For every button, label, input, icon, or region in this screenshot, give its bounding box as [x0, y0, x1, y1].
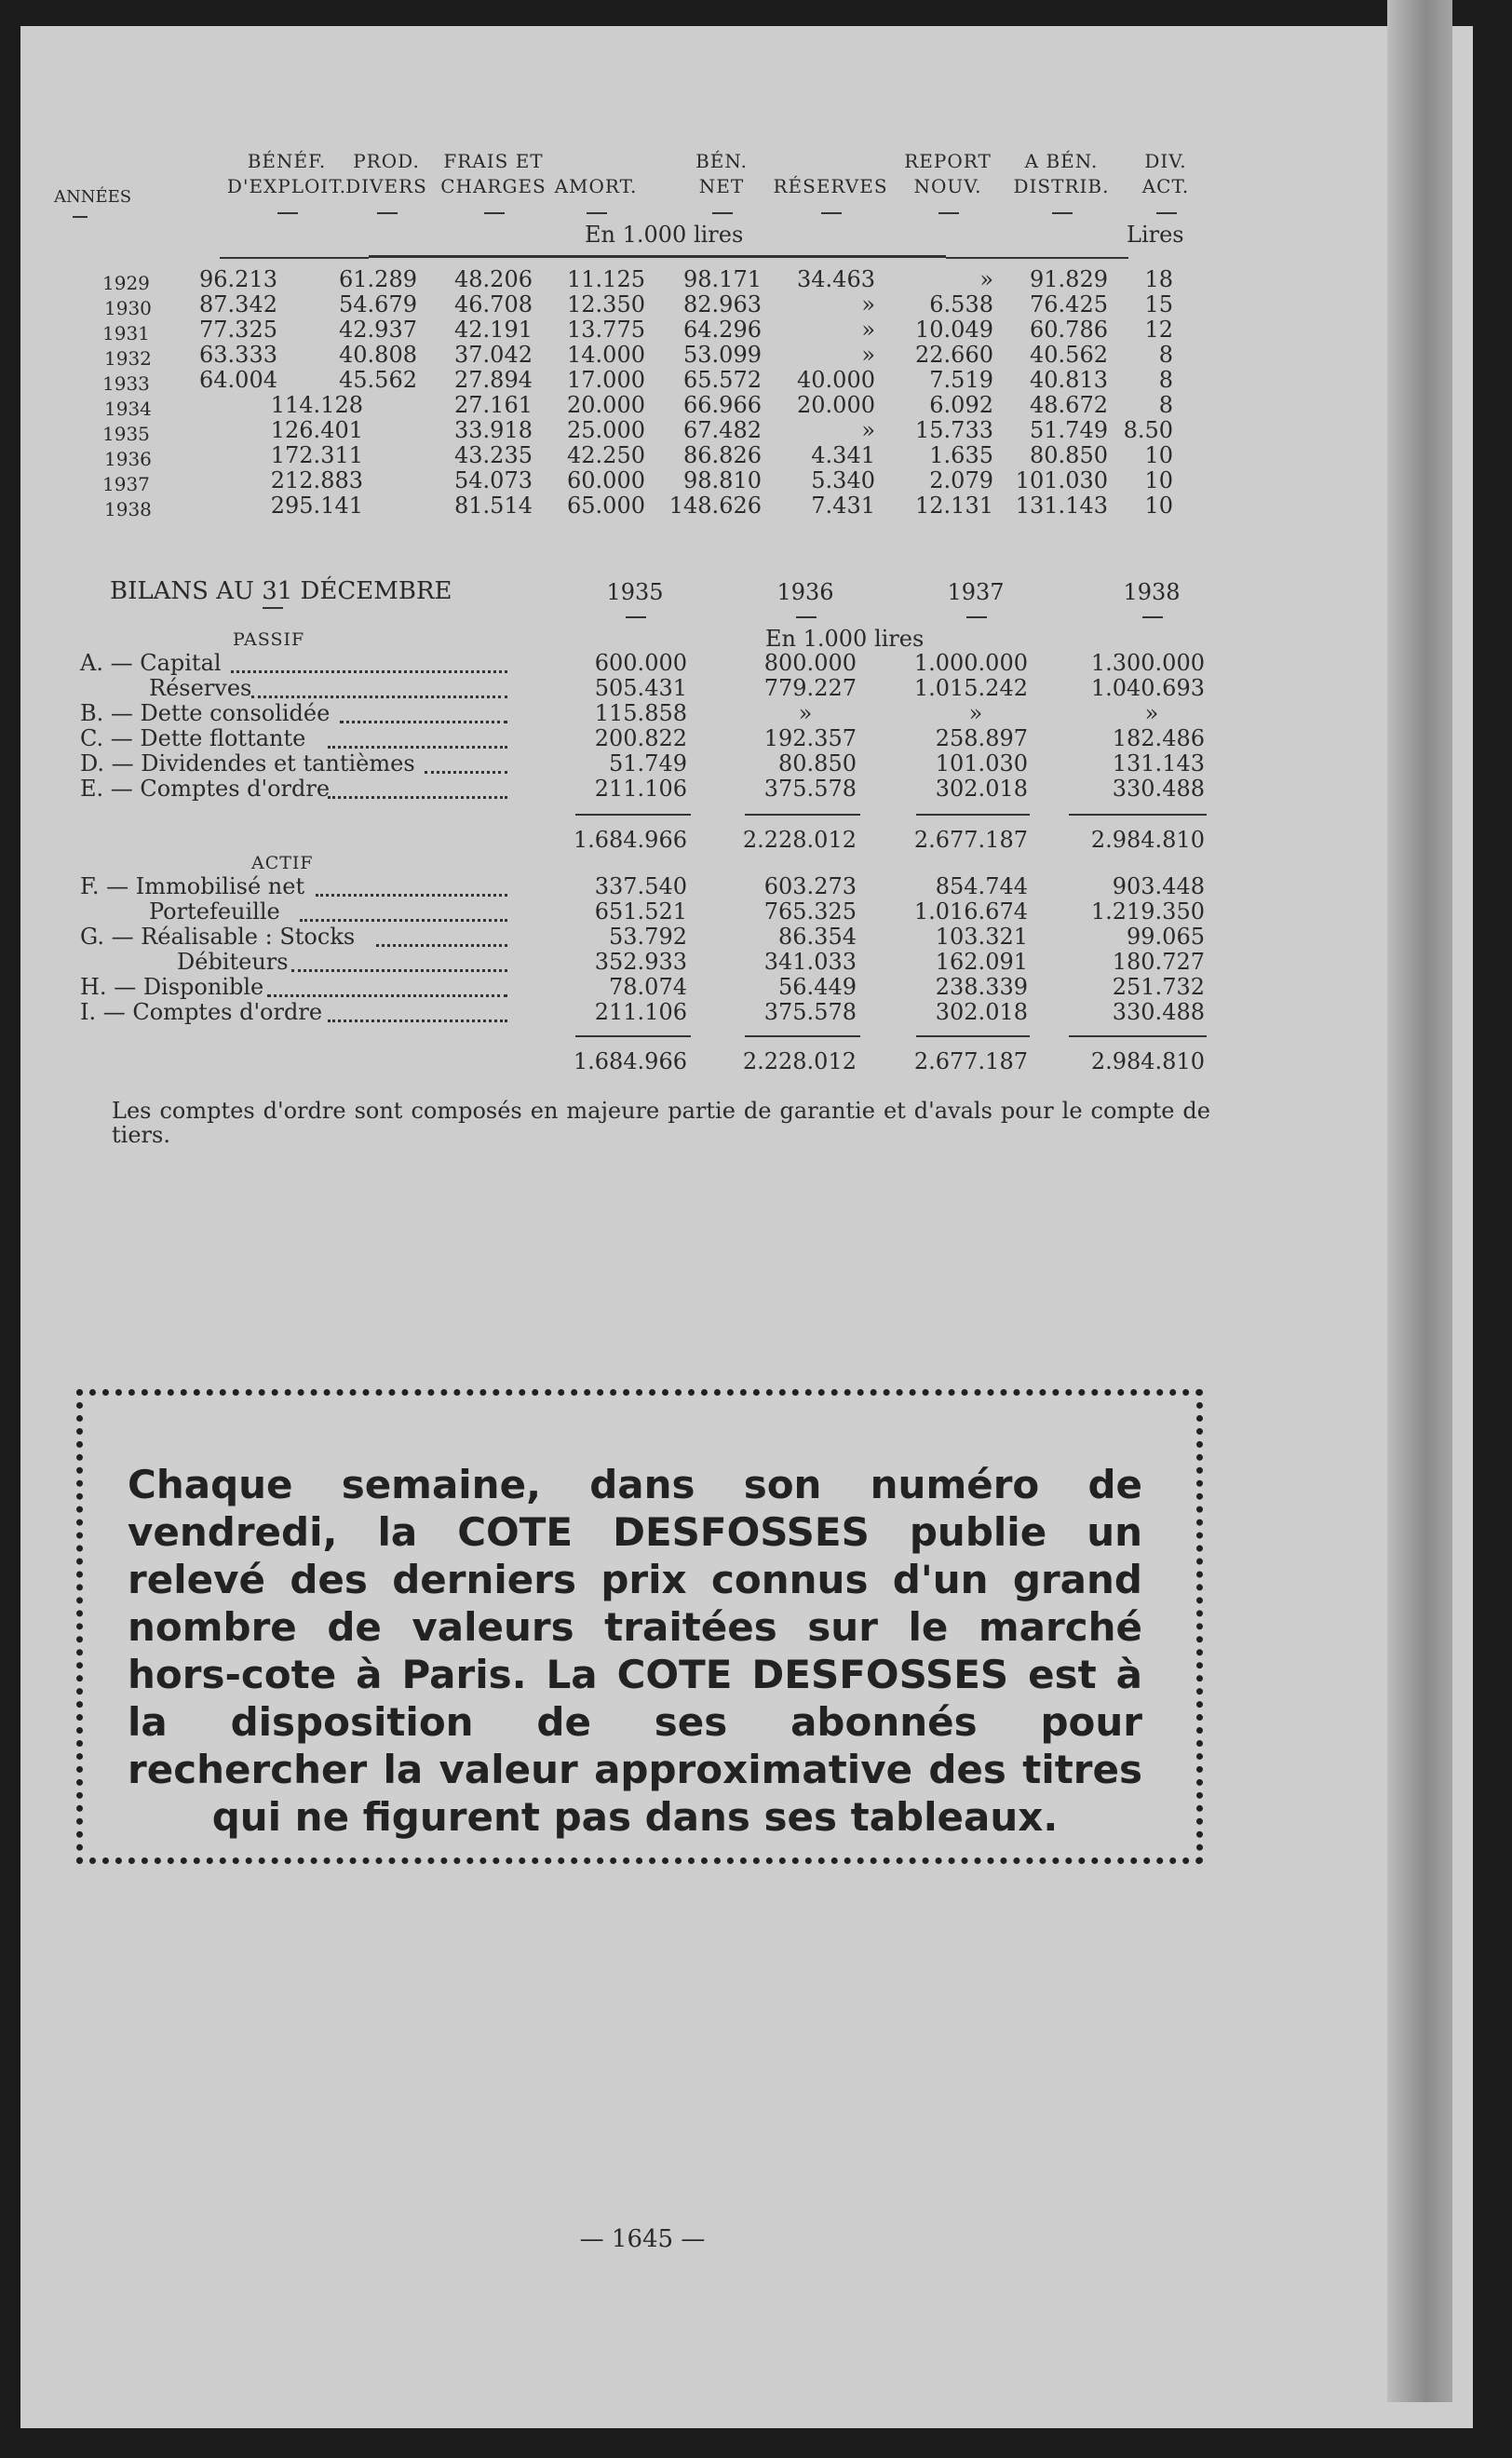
balance-value: 99.065: [1127, 924, 1205, 950]
balance-value: 80.850: [778, 750, 857, 777]
table-cell: 12: [1144, 317, 1173, 343]
balance-year-header: 1938: [1123, 579, 1181, 605]
advert-box: [76, 1389, 1203, 1864]
table-cell: 20.000: [567, 392, 645, 418]
balance-value: 765.325: [763, 898, 857, 925]
line-label: Débiteurs: [177, 949, 289, 975]
row-year: 1936: [104, 448, 152, 470]
table-cell: 27.161: [454, 392, 533, 418]
balance-value: 51.749: [609, 750, 687, 777]
balance-value: 1.040.693: [1090, 675, 1205, 701]
unit-note-right: Lires: [1127, 222, 1184, 248]
balance-value: 800.000: [763, 650, 857, 676]
table-cell: »: [861, 342, 875, 368]
header-dash: [484, 212, 505, 214]
balance-value: 505.431: [594, 675, 687, 701]
balance-value: 182.486: [1112, 725, 1205, 751]
title-dash: [263, 607, 283, 609]
table-cell: 8.50: [1123, 417, 1173, 443]
line-label: E. — Comptes d'ordre: [80, 776, 331, 802]
table-cell: 10: [1144, 493, 1173, 519]
table-cell: 48.206: [454, 266, 533, 292]
column-header-line2: ACT.: [1141, 175, 1190, 197]
header-dash: [712, 212, 733, 214]
advert-text: Chaque semaine, dans son numéro de vendredi, la COTE DESFOSSES publie un relevé des derniers prix connus d'un grand nombre de valeurs traitées sur le marché hors-cote à Paris. La COTE DESFOSSES est à la disposition de ses abonnés pour rechercher la valeur approximative des titres qui ne figurent pas dans ses tableaux.: [128, 1462, 1142, 1840]
balance-value: »: [968, 700, 983, 726]
table-cell: 64.004: [199, 367, 277, 393]
table-cell: 8: [1158, 367, 1173, 393]
table-cell: 98.810: [683, 467, 762, 493]
table-cell: 114.128: [270, 392, 363, 418]
row-year: 1938: [104, 498, 152, 520]
table-cell: »: [861, 417, 875, 443]
row-year: 1937: [102, 473, 150, 495]
column-header-line1: A BÉN.: [1024, 150, 1099, 172]
subtotal-rule: [575, 814, 691, 816]
passif-total: 2.677.187: [913, 827, 1028, 853]
table-cell: 8: [1158, 392, 1173, 418]
table-cell: 86.826: [683, 442, 762, 468]
line-label: H. — Disponible: [80, 974, 264, 1000]
column-header-line2: NOUV.: [913, 175, 982, 197]
column-header-line1: REPORT: [904, 150, 992, 172]
balance-value: 180.727: [1112, 949, 1205, 975]
table-rule: [946, 257, 1128, 259]
balance-value: 600.000: [594, 650, 687, 676]
balance-value: 330.488: [1112, 776, 1205, 802]
header-dash: [966, 616, 987, 618]
leader-dots: [316, 892, 507, 897]
balance-value: 337.540: [594, 873, 687, 899]
table-cell: 91.829: [1030, 266, 1108, 292]
actif-label: ACTIF: [251, 853, 314, 873]
table-cell: 18: [1144, 266, 1173, 292]
table-cell: 7.431: [811, 493, 875, 519]
table-cell: 40.562: [1030, 342, 1108, 368]
table-cell: 40.813: [1030, 367, 1108, 393]
balance-value: 103.321: [935, 924, 1028, 950]
table-cell: 34.463: [797, 266, 875, 292]
table-rule: [369, 255, 946, 258]
header-dash: [626, 616, 646, 618]
balance-value: 162.091: [935, 949, 1028, 975]
table-cell: 53.099: [683, 342, 762, 368]
table-cell: 11.125: [567, 266, 645, 292]
table-cell: 172.311: [270, 442, 363, 468]
balance-value: 903.448: [1112, 873, 1205, 899]
balance-value: 302.018: [935, 999, 1028, 1025]
passif-total: 1.684.966: [573, 827, 687, 853]
unit-note: En 1.000 lires: [585, 222, 744, 248]
balance-value: 1.000.000: [913, 650, 1028, 676]
table-cell: 6.092: [929, 392, 993, 418]
balance-value: 375.578: [763, 776, 857, 802]
table-cell: 25.000: [567, 417, 645, 443]
table-cell: 10.049: [915, 317, 993, 343]
column-header-line2: CHARGES: [440, 175, 547, 197]
table-cell: 82.963: [683, 291, 762, 317]
table-cell: 131.143: [1015, 493, 1108, 519]
table-cell: 4.341: [811, 442, 875, 468]
subtotal-rule: [575, 1035, 691, 1037]
balance-value: 302.018: [935, 776, 1028, 802]
balance-value: 258.897: [935, 725, 1028, 751]
table-cell: 67.482: [683, 417, 762, 443]
table-cell: 5.340: [811, 467, 875, 493]
leader-dots: [328, 794, 507, 799]
leader-dots: [291, 967, 507, 972]
table-cell: 76.425: [1030, 291, 1108, 317]
row-year: 1931: [102, 322, 150, 344]
balance-value: 131.143: [1112, 750, 1205, 777]
column-header-line1: DIV.: [1144, 150, 1187, 172]
header-dash: [587, 212, 607, 214]
line-label: G. — Réalisable : Stocks: [80, 924, 356, 950]
table-cell: 27.894: [454, 367, 533, 393]
balance-year-header: 1936: [776, 579, 834, 605]
balance-value: 854.744: [935, 873, 1028, 899]
table-cell: 60.786: [1030, 317, 1108, 343]
table-cell: 10: [1144, 442, 1173, 468]
balance-value: 53.792: [609, 924, 687, 950]
balance-value: 211.106: [594, 776, 687, 802]
balance-value: 603.273: [763, 873, 857, 899]
table-cell: 51.749: [1030, 417, 1108, 443]
header-dash: [938, 212, 959, 214]
column-header-line2: AMORT.: [554, 175, 638, 197]
subtotal-rule: [1069, 1035, 1207, 1037]
table-cell: 65.572: [683, 367, 762, 393]
line-label: Portefeuille: [149, 898, 280, 925]
table-cell: 13.775: [567, 317, 645, 343]
actif-total: 2.228.012: [742, 1048, 857, 1074]
balance-year-header: 1935: [606, 579, 664, 605]
table-cell: 37.042: [454, 342, 533, 368]
table-cell: 212.883: [270, 467, 363, 493]
column-header-line1: FRAIS ET: [443, 150, 544, 172]
column-header-line1: PROD.: [353, 150, 420, 172]
leader-dots: [425, 769, 507, 774]
balance-value: 341.033: [763, 949, 857, 975]
balance-value: 211.106: [594, 999, 687, 1025]
column-header-line2: D'EXPLOIT.: [226, 175, 347, 197]
table-cell: 87.342: [199, 291, 277, 317]
table-cell: 15.733: [915, 417, 993, 443]
table-cell: 295.141: [270, 493, 363, 519]
row-year: 1930: [104, 297, 152, 319]
subtotal-rule: [916, 1035, 1030, 1037]
balance-value: 1.300.000: [1090, 650, 1205, 676]
table-cell: 6.538: [929, 291, 993, 317]
balance-value: 192.357: [763, 725, 857, 751]
table-cell: 40.000: [797, 367, 875, 393]
subtotal-rule: [745, 1035, 860, 1037]
balance-value: 375.578: [763, 999, 857, 1025]
table-cell: 54.073: [454, 467, 533, 493]
leader-dots: [328, 744, 507, 749]
balance-value: 779.227: [763, 675, 857, 701]
table-cell: »: [861, 317, 875, 343]
balance-value: 101.030: [935, 750, 1028, 777]
balance-value: 1.219.350: [1090, 898, 1205, 925]
table-cell: 66.966: [683, 392, 762, 418]
table-cell: 126.401: [270, 417, 363, 443]
leader-dots: [340, 719, 507, 723]
header-dash: [821, 212, 842, 214]
actif-total: 2.984.810: [1090, 1048, 1205, 1074]
passif-total: 2.228.012: [742, 827, 857, 853]
line-label: I. — Comptes d'ordre: [80, 999, 323, 1025]
table-cell: 12.131: [915, 493, 993, 519]
balance-value: 330.488: [1112, 999, 1205, 1025]
actif-total: 1.684.966: [573, 1048, 687, 1074]
table-cell: 1.635: [929, 442, 993, 468]
header-dash: [796, 616, 817, 618]
leader-dots: [251, 694, 507, 698]
table-cell: 10: [1144, 467, 1173, 493]
subtotal-rule: [1069, 814, 1207, 816]
table-cell: 81.514: [454, 493, 533, 519]
table-cell: 17.000: [567, 367, 645, 393]
table-cell: 42.191: [454, 317, 533, 343]
balance-value: 251.732: [1112, 974, 1205, 1000]
leader-dots: [300, 917, 507, 922]
leader-dots: [231, 669, 507, 673]
balance-value: 1.016.674: [913, 898, 1028, 925]
balance-value: 238.339: [935, 974, 1028, 1000]
table-cell: 33.918: [454, 417, 533, 443]
row-year: 1934: [104, 398, 152, 420]
balance-value: 352.933: [594, 949, 687, 975]
row-year: 1933: [102, 372, 150, 395]
subtotal-rule: [745, 814, 860, 816]
table-cell: 12.350: [567, 291, 645, 317]
leader-dots: [376, 942, 507, 947]
footnote: Les comptes d'ordre sont composés en majeure partie de garantie et d'avals pour le compte de tiers.: [112, 1098, 1210, 1148]
balance-value: 115.858: [594, 700, 687, 726]
header-dash: [377, 212, 398, 214]
column-header-line2: DISTRIB.: [1013, 175, 1110, 197]
header-dash: [1142, 616, 1163, 618]
column-header-line1: BÉN.: [695, 150, 748, 172]
table-cell: 65.000: [567, 493, 645, 519]
header-dash: [277, 212, 298, 214]
table-cell: 148.626: [668, 493, 762, 519]
table-cell: 77.325: [199, 317, 277, 343]
table-cell: 80.850: [1030, 442, 1108, 468]
table-cell: 48.672: [1030, 392, 1108, 418]
leader-dots: [267, 993, 507, 997]
page-number: — 1645 —: [579, 2225, 706, 2253]
table-cell: 2.079: [929, 467, 993, 493]
balance-value: 651.521: [594, 898, 687, 925]
table-cell: 60.000: [567, 467, 645, 493]
column-header-line2: RÉSERVES: [773, 175, 888, 197]
table-cell: 20.000: [797, 392, 875, 418]
table-cell: »: [979, 266, 993, 292]
passif-total: 2.984.810: [1090, 827, 1205, 853]
balance-title: BILANS AU 31 DÉCEMBRE: [110, 577, 452, 605]
book-spine: [1387, 0, 1452, 2402]
row-year: 1932: [104, 347, 152, 370]
header-dash: [1156, 212, 1177, 214]
actif-total: 2.677.187: [913, 1048, 1028, 1074]
table-cell: 54.679: [339, 291, 417, 317]
row-year: 1935: [102, 423, 150, 445]
column-header-years: ANNÉES: [54, 187, 132, 207]
table-cell: 22.660: [915, 342, 993, 368]
column-header: [1082, 149, 1249, 199]
column-header-line2: DIVERS: [345, 175, 427, 197]
table-cell: 96.213: [199, 266, 277, 292]
column-header-line1: BÉNÉF.: [247, 150, 327, 172]
table-cell: 63.333: [199, 342, 277, 368]
table-cell: 43.235: [454, 442, 533, 468]
balance-unit-note: En 1.000 lires: [765, 626, 925, 652]
row-year: 1929: [102, 272, 150, 294]
balance-value: 56.449: [778, 974, 857, 1000]
subtotal-rule: [916, 814, 1030, 816]
table-cell: 7.519: [929, 367, 993, 393]
balance-value: 86.354: [778, 924, 857, 950]
header-dash: [1052, 212, 1073, 214]
balance-value: 78.074: [609, 974, 687, 1000]
table-cell: 46.708: [454, 291, 533, 317]
line-label: C. — Dette flottante: [80, 725, 306, 751]
line-label: Réserves: [149, 675, 252, 701]
table-cell: 8: [1158, 342, 1173, 368]
line-label: B. — Dette consolidée: [80, 700, 331, 726]
header-dash: [73, 216, 88, 218]
balance-value: »: [798, 700, 813, 726]
line-label: D. — Dividendes et tantièmes: [80, 750, 415, 777]
table-cell: 98.171: [683, 266, 762, 292]
table-cell: 42.250: [567, 442, 645, 468]
line-label: F. — Immobilisé net: [80, 873, 305, 899]
passif-label: PASSIF: [233, 629, 305, 650]
table-cell: 15: [1144, 291, 1173, 317]
line-label: A. — Capital: [80, 650, 222, 676]
column-header-line2: NET: [698, 175, 745, 197]
table-rule: [220, 257, 369, 259]
leader-dots: [328, 1018, 507, 1022]
table-cell: 64.296: [683, 317, 762, 343]
table-cell: 40.808: [339, 342, 417, 368]
table-cell: »: [861, 291, 875, 317]
balance-value: »: [1144, 700, 1159, 726]
table-cell: 61.289: [339, 266, 417, 292]
table-cell: 42.937: [339, 317, 417, 343]
table-cell: 45.562: [339, 367, 417, 393]
table-cell: 14.000: [567, 342, 645, 368]
balance-year-header: 1937: [947, 579, 1005, 605]
table-cell: 101.030: [1015, 467, 1108, 493]
balance-value: 1.015.242: [913, 675, 1028, 701]
balance-value: 200.822: [594, 725, 687, 751]
